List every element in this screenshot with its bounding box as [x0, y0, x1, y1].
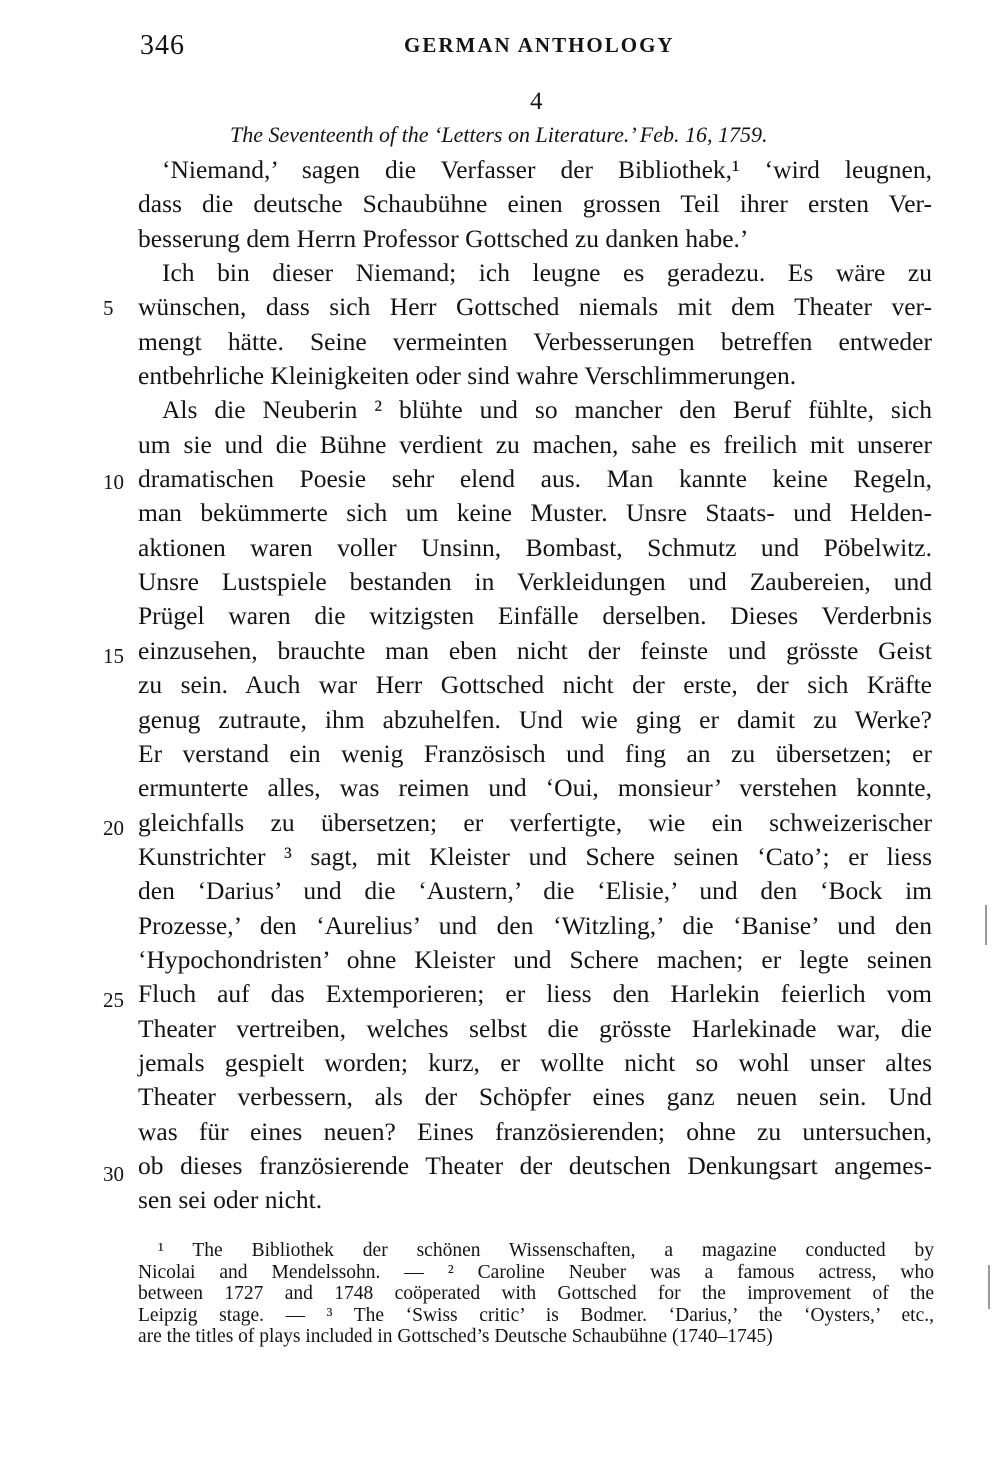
line-number: 10 — [103, 470, 124, 494]
body-line: sen sei oder nicht. — [138, 1185, 323, 1215]
footnote-line: Nicolai and Mendelssohn. — ² Caroline Neuber was a famous actress, who — [138, 1261, 934, 1283]
body-line: Fluch auf das Extemporieren; er liess den Harlekin feierlich vom — [138, 979, 932, 1009]
scan-artifact — [985, 905, 987, 945]
footnotes — [138, 1240, 934, 1348]
section-title: The Seventeenth of the ‘Letters on Literature.’ Feb. 16, 1759. — [230, 122, 768, 147]
body-line: aktionen waren voller Unsinn, Bombast, Schmutz und Pöbelwitz. — [138, 532, 932, 562]
body-line: Als die Neuberin ² blühte und so mancher den Beruf fühlte, sich — [162, 395, 932, 425]
line-number: 5 — [103, 296, 114, 320]
footnote-line: between 1727 and 1748 coöperated with Gottsched for the improvement of the — [138, 1283, 934, 1304]
body-line: ‘Hypochondristen’ ohne Kleister und Schere machen; er legte seinen — [138, 944, 932, 974]
body-line: einzusehen, brauchte man eben nicht der feinste und grösste Geist — [138, 635, 932, 665]
line-number: 25 — [103, 988, 124, 1012]
footnote-line: ¹ The Bibliothek der schönen Wissenschaften, a magazine conducted by — [158, 1240, 934, 1261]
body-line: dramatischen Poesie sehr elend aus. Man kannte keine Regeln, — [138, 464, 932, 494]
footnote-line: are the titles of plays included in Gottsched’s Deutsche Schaubühne (1740–1745) — [138, 1326, 773, 1347]
footnote-line: Leipzig stage. — ³ The ‘Swiss critic’ is Bodmer. ‘Darius,’ the ‘Oysters,’ etc., — [138, 1304, 934, 1326]
body-line: man bekümmerte sich um keine Muster. Unsre Staats- und Helden- — [138, 498, 932, 528]
body-line: Ich bin dieser Niemand; ich leugne es geradezu. Es wäre zu — [162, 258, 932, 288]
body-line: entbehrliche Kleinigkeiten oder sind wahre Verschlimmerungen. — [138, 361, 797, 391]
body-line: besserung dem Herrn Professor Gottsched zu danken habe.’ — [138, 223, 749, 253]
running-head: GERMAN ANTHOLOGY — [404, 33, 675, 57]
body-line: genug zutraute, ihm abzuhelfen. Und wie ging er damit zu Werke? — [138, 704, 932, 734]
line-number: 30 — [103, 1162, 124, 1186]
body-line: Prügel waren die witzigsten Einfälle derselben. Dieses Verderbnis — [138, 601, 932, 631]
body-line: den ‘Darius’ und die ‘Austern,’ die ‘Elisie,’ und den ‘Bock im — [138, 876, 932, 906]
body-text — [138, 153, 932, 1218]
body-line: Theater vertreiben, welches selbst die grösste Harlekinade war, die — [138, 1013, 932, 1043]
body-line: Kunstrichter ³ sagt, mit Kleister und Schere seinen ‘Cato’; er liess — [138, 841, 932, 871]
section-number: 4 — [530, 88, 543, 115]
page-number: 346 — [140, 30, 185, 61]
body-line: Er verstand ein wenig Französisch und fing an zu übersetzen; er — [138, 738, 932, 768]
body-line: Theater verbessern, als der Schöpfer eines ganz neuen sein. Und — [138, 1082, 932, 1112]
body-line: zu sein. Auch war Herr Gottsched nicht der erste, der sich Kräfte — [138, 670, 932, 700]
body-line: um sie und die Bühne verdient zu machen, sahe es freilich mit unserer — [138, 429, 932, 459]
body-line: ermunterte alles, was reimen und ‘Oui, monsieur’ verstehen konnte, — [138, 773, 932, 803]
body-line: ‘Niemand,’ sagen die Verfasser der Bibliothek,¹ ‘wird leugnen, — [162, 155, 932, 184]
body-line: wünschen, dass sich Herr Gottsched niemals mit dem Theater ver- — [138, 292, 932, 322]
body-line: gleichfalls zu übersetzen; er verfertigte, wie ein schweizerischer — [138, 807, 932, 837]
body-line: Unsre Lustspiele bestanden in Verkleidungen und Zaubereien, und — [138, 567, 932, 597]
body-line: Prozesse,’ den ‘Aurelius’ und den ‘Witzling,’ die ‘Banise’ und den — [138, 910, 932, 940]
line-number: 15 — [103, 644, 124, 668]
body-line: dass die deutsche Schaubühne einen grossen Teil ihrer ersten Ver- — [138, 189, 932, 219]
body-line: was für eines neuen? Eines französierenden; ohne zu untersuchen, — [138, 1116, 932, 1146]
body-line: mengt hätte. Seine vermeinten Verbesserungen betreffen entweder — [138, 326, 932, 356]
line-number: 20 — [103, 816, 124, 840]
scan-artifact — [988, 1265, 990, 1309]
body-line: jemals gespielt worden; kurz, er wollte nicht so wohl unser altes — [138, 1047, 932, 1077]
body-line: ob dieses französierende Theater der deutschen Denkungsart angemes- — [138, 1150, 932, 1180]
